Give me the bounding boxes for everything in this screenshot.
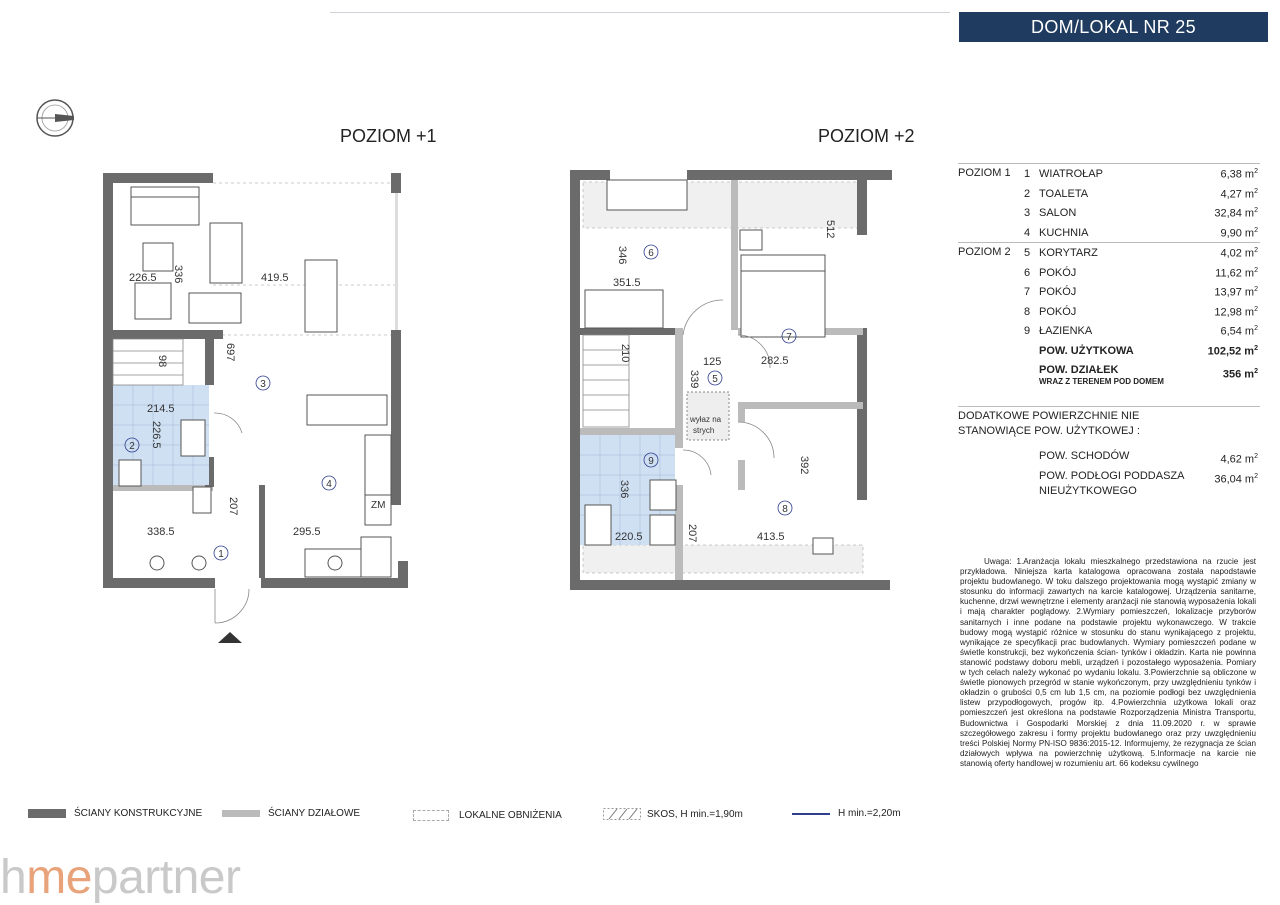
meter-label: ZM (371, 500, 386, 511)
level1-title: POZIOM +1 (340, 126, 437, 146)
usable-area-row: POW. UŻYTKOWA 102,52 $m^2$ (1039, 344, 1258, 358)
dim-label: 512 (824, 220, 836, 239)
dim-label: 336 (618, 480, 630, 499)
legend-structural: ŚCIANY KONSTRUKCYJNE (28, 808, 202, 819)
stairs-area-value: 4,62 m (1220, 453, 1255, 466)
dim-label: 697 (224, 343, 236, 362)
dim-label: 226.5 (129, 272, 157, 284)
floor-plan-level1 (95, 165, 415, 655)
table-row: 8 POKÓJ 12,98 $m^2$ (1024, 305, 1258, 319)
table-row: POZIOM 2 5 KORYTARZ 4,02 $m^2$ (958, 242, 1260, 263)
north-compass-icon (34, 97, 76, 139)
level-label: POZIOM 2 (958, 246, 1011, 258)
room-number-4: 4 (326, 479, 332, 490)
dim-label: 214.5 (147, 403, 175, 415)
plot-area-row: POW. DZIAŁEK WRAZ Z TERENEM POD DOMEM 356 $m^2$ (1039, 364, 1258, 386)
dim-label: 413.5 (757, 531, 785, 543)
table-row: 6 POKÓJ 11,62 $m^2$ (1024, 266, 1258, 280)
room-number-1: 1 (218, 549, 224, 560)
dim-label: 338.5 (147, 526, 175, 538)
attic-area-label: NIEUŻYTKOWEGO (1039, 485, 1137, 497)
dim-label: 98 (156, 355, 168, 368)
dim-label: 220.5 (615, 531, 643, 543)
table-row: POZIOM 1 1 WIATROŁAP 6,38 $m^2$ (958, 163, 1260, 184)
room-number-2: 2 (129, 441, 135, 452)
table-row: 7 POKÓJ 13,97 $m^2$ (1024, 286, 1258, 299)
extra-heading: STANOWIĄCE POW. UŻYTKOWEJ : (958, 425, 1140, 437)
attic-area-value: 36,04 m (1214, 473, 1255, 486)
legend-lowering: LOKALNE OBNIŻENIA (413, 810, 562, 821)
disclaimer-note: Uwaga: 1.Aranżacja lokalu mieszkalnego przedstawiona na rzucie jest przykładowa. Niniejsza karta katalogowa opracowana została napodstawie projektu budowlanego. W toku dalszego projektowania mogą wystąpić zmiany w stosunku do informacji zawartych na karcie katalogowej. Urządzenia sanitarne, kuchenne, drzwi wewnętrzne i elementy aranżacji nie stanowią wyposażenia lokali i mają charakter poglądowy. 2.Wymiary pomieszczeń, lokalizacje przyborów sanitarnych i inne podane na podstawie projektu wykonawczego. W trakcie budowy mogą wystąpić różnice w stosunku do stanu wynikającego z projektu, wynikające ze specyfikacji prac budowlanych. Wymiary pomieszczeń podane w świetle konstrukcji, bez wykończenia ścian- tynków i okładzin. Karta nie powinna stanowić podstawy doboru mebli, urządzeń i pozostałego wyposażenia. Pomiary w tych celach należy wykonać po wydaniu lokalu. 3.Powierzchnie są obliczone w świetle pionowych przegród w stanie wykończonym, przy uwzględnieniu tynków i okładzin o grubości 0,5 cm lub 1,5 cm, na poziomie podłogi bez uwzględnienia listew przypodłogowych, progów itp. 4.Powierzchnia użytkowa lokali oraz pomieszczeń jest określona na podstawie Rozporządzenia Ministra Transportu, Budownictwa i Gospodarki Morskiej z dnia 11.09.2020 r. w sprawie szczegółowego zakresu i formy projektu budowlanego oraz przy uwzględnieniu treści Polskiej Normy PN-ISO 9836:2015-12. Informujemy, że rezygnacja ze ścian działowych wpływa na powierzchnię użytkową. 5.Informacje na karcie nie stanowią oferty handlowej w rozumieniu art. 66 kodeksu cywilnego (960, 557, 1256, 768)
room-number-9: 9 (648, 456, 654, 467)
dim-label: 226.5 (150, 421, 162, 449)
dim-label: 392 (798, 456, 810, 475)
unit-header (959, 12, 1268, 42)
legend-slope: SKOS, H min.=1,90m (603, 808, 743, 820)
stairs-area-label: POW. SCHODÓW (1039, 450, 1130, 462)
top-rule (330, 12, 950, 13)
legend-partition: ŚCIANY DZIAŁOWE (222, 808, 360, 819)
dim-label: 295.5 (293, 526, 321, 538)
dim-label: 207 (227, 497, 239, 516)
lowering-swatch (413, 810, 449, 821)
dim-label: 339 (688, 370, 700, 389)
legend-hmin: H min.=2,20m (792, 808, 901, 819)
room-number-5: 5 (712, 374, 718, 385)
attic-hatch-label: strych (693, 426, 715, 435)
table-row: 4 KUCHNIA 9,90 $m^2$ (1024, 226, 1258, 240)
unit-title: DOM/LOKAL NR 25 (1031, 16, 1196, 37)
level2-title: POZIOM +2 (818, 126, 915, 146)
table-row: 9 ŁAZIENKA 6,54 $m^2$ (1024, 325, 1258, 338)
dim-label: 210 (619, 344, 631, 363)
dim-label: 282.5 (761, 355, 789, 367)
hmin-line-swatch (792, 813, 830, 815)
dim-label: 351.5 (613, 277, 641, 289)
dim-label: 346 (616, 246, 628, 265)
extra-areas: DODATKOWE POWIERZCHNIE NIE STANOWIĄCE POW. UŻYTKOWEJ : POW. SCHODÓW 4,62 $m^2$ POW. PODŁOGI PODDASZA NIEUŻYTKOWEGO 36,04 $m^2$ (958, 406, 1260, 439)
level-label: POZIOM 1 (958, 167, 1011, 179)
attic-area-label: POW. PODŁOGI PODDASZA (1039, 470, 1185, 482)
extra-heading: DODATKOWE POWIERZCHNIE NIE (958, 410, 1140, 422)
dim-label: 125 (703, 356, 722, 368)
dim-label: 419.5 (261, 272, 289, 284)
room-number-8: 8 (782, 504, 788, 515)
floor-plan-level2 (565, 160, 900, 600)
table-row: 2 TOALETA 4,27 $m^2$ (1024, 187, 1258, 201)
room-number-7: 7 (786, 332, 792, 343)
room-number-6: 6 (648, 248, 654, 259)
structural-wall-swatch (28, 809, 66, 818)
dim-label: 336 (172, 265, 184, 284)
dim-label: 207 (686, 524, 698, 543)
table-row: 3 SALON 32,84 $m^2$ (1024, 207, 1258, 220)
slope-hatch-swatch (603, 808, 641, 820)
attic-hatch-label: wyłaz na (690, 415, 722, 424)
partition-wall-swatch (222, 810, 260, 817)
room-area-table (958, 163, 1260, 386)
room-number-3: 3 (260, 379, 266, 390)
brand-logo: hmepartner (0, 851, 241, 904)
